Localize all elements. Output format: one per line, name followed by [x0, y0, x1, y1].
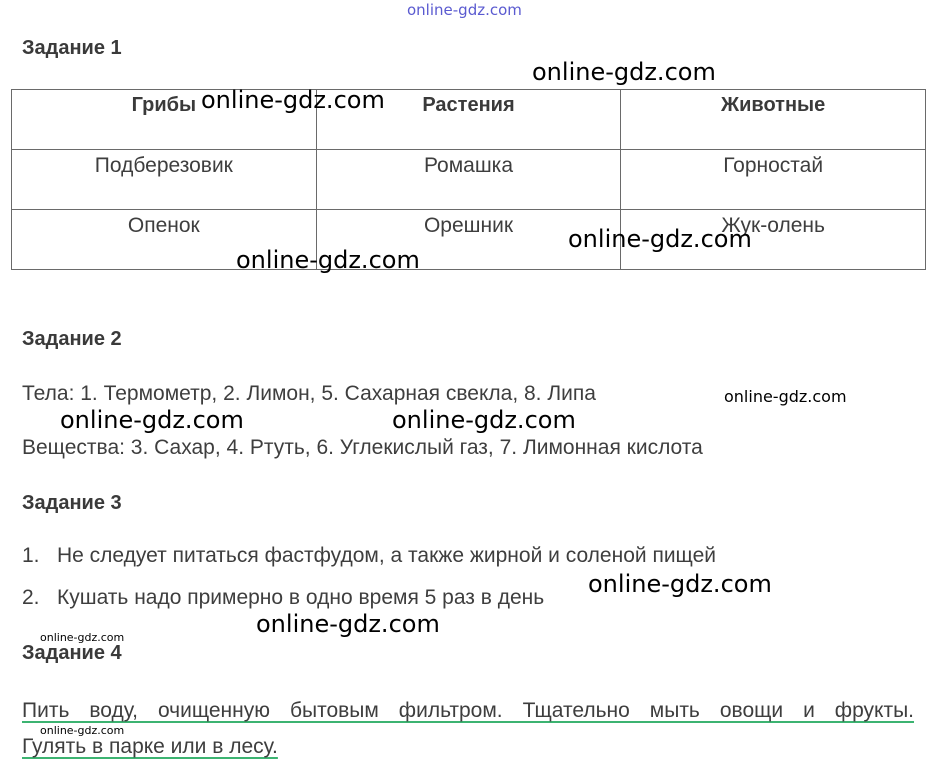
watermark: online-gdz.com: [40, 724, 125, 737]
table-cell: Опенок: [12, 210, 317, 270]
list-item-number: 2.: [22, 586, 40, 609]
table-cell: Жук-олень: [621, 210, 926, 270]
watermark: online-gdz.com: [236, 246, 420, 274]
task4-line: Гулять в парке или в лесу.: [22, 735, 278, 758]
task4-line: [22, 693, 914, 729]
watermark: online-gdz.com: [256, 610, 440, 638]
task4-heading: Задание 4: [22, 642, 122, 664]
task4-line-text: Пить воду, очищенную бытовым фильтром. Тщательно мыть овощи и фрукты.: [22, 699, 914, 722]
watermark: online-gdz.com: [392, 406, 576, 434]
task2-substances-line: Вещества: 3. Сахар, 4. Ртуть, 6. Углекислый газ, 7. Лимонная кислота: [22, 436, 703, 459]
table-cell: Орешник: [316, 210, 621, 270]
task4-paragraph: [22, 693, 914, 765]
list-item-text: Кушать надо примерно в одно время 5 раз в день: [57, 586, 545, 609]
table-header-cell: Растения: [316, 90, 621, 150]
watermark: online-gdz.com: [588, 570, 772, 598]
table-cell: Подберезовик: [12, 150, 317, 210]
table-header-cell: Животные: [621, 90, 926, 150]
watermark: online-gdz.com: [568, 225, 752, 253]
table-row: [12, 210, 926, 270]
watermark-top: online-gdz.com: [407, 1, 522, 19]
task3-heading: Задание 3: [22, 492, 122, 514]
task1-heading: Задание 1: [22, 37, 122, 59]
table-header-cell: Грибы: [12, 90, 317, 150]
task2-bodies-line: Тела: 1. Термометр, 2. Лимон, 5. Сахарная свекла, 8. Липа: [22, 382, 596, 405]
list-item-text: Не следует питаться фастфудом, а также жирной и соленой пищей: [57, 544, 716, 567]
task1-table: [11, 89, 926, 270]
task2-heading: Задание 2: [22, 328, 122, 350]
watermark: online-gdz.com: [532, 58, 716, 86]
table-header-row: [12, 90, 926, 150]
list-item-number: 1.: [22, 544, 40, 567]
table-cell: Горностай: [621, 150, 926, 210]
watermark: online-gdz.com: [60, 406, 244, 434]
watermark: online-gdz.com: [201, 86, 385, 114]
table-row: [12, 150, 926, 210]
table-cell: Ромашка: [316, 150, 621, 210]
watermark: online-gdz.com: [40, 631, 125, 644]
watermark: online-gdz.com: [724, 387, 847, 406]
